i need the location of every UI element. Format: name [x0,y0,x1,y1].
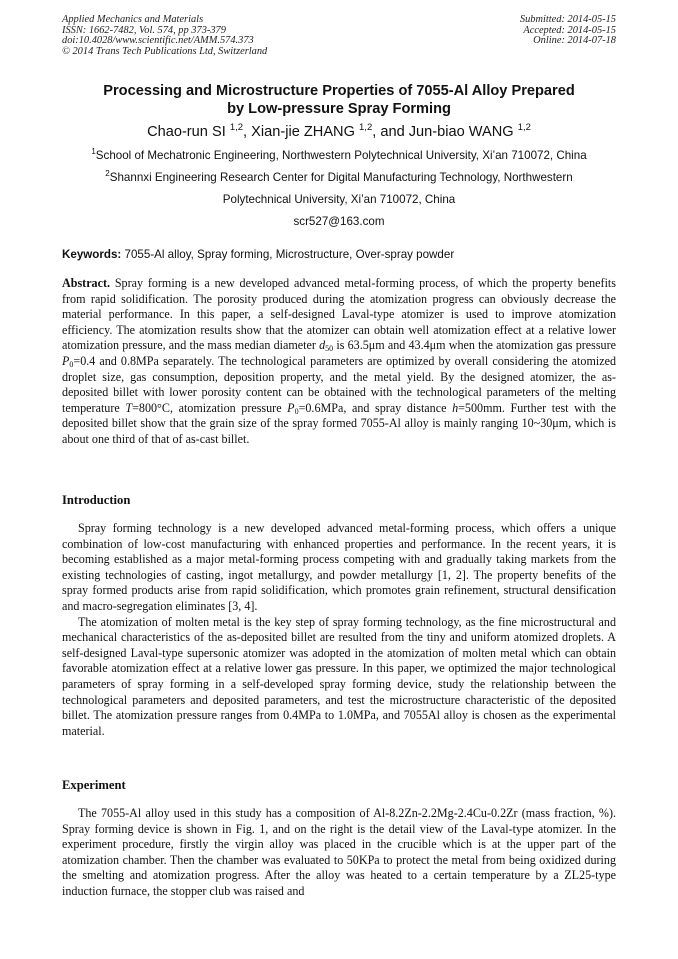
abstract-var-d: d [319,338,326,353]
keywords-label: Keywords: [62,248,122,261]
title-line-2: by Low-pressure Spray Forming [227,101,451,117]
author-3: , and Jun-biao WANG [372,124,514,140]
introduction-heading: Introduction [62,493,131,507]
abstract-sub-0: 0 [294,406,299,416]
abstract-text: is 63.5μm and 43.4μm when the atomization gas pressure [333,338,616,353]
author-2: , Xian-jie ZHANG [243,124,355,140]
abstract-text: =0.6MPa, and spray distance [298,400,453,415]
abstract-var-t: T [125,400,133,415]
title-line-1: Processing and Microstructure Properties of 7055-Al Alloy Prepared [103,83,575,99]
experiment-body [62,806,616,900]
publication-info [62,15,267,57]
abstract-sub-0: 0 [69,359,74,369]
affiliation-2-marker: 2 [105,169,110,178]
abstract [62,276,616,448]
abstract-text: =800°C, atomization pressure [132,400,288,415]
author-list [62,123,616,141]
abstract-text: =0.4 and 0.8MPa separately. The technological parameters are optimized by overall considering the atomized droplet size, gas consumption, deposition property, and the metal yield. By the designed atomizer, the as-deposited billet with lower porosity content can be obtained with the technological parameters of the melting temperature [62,353,616,415]
author-1-affiliation: 1,2 [229,122,244,133]
experiment-paragraph: The 7055-Al alloy used in this study has a composition of Al-8.2Zn-2.2Mg-2.4Cu-0.2Zr (mass fraction, %). Spray forming device is shown in Fig. 1, and on the right is the detail view of the Laval-type atomizer. In the experiment procedure, firstly the virgin alloy was placed in the crucible which is at the upper part of the atomization chamber. Then the chamber was evaluated to 50KPa to protect the metal from being oxidized during the smelting and atomization progress. After the alloy was heated to a certain temperature by a ZL25-type induction furnace, the stopper club was raised and [62,806,616,898]
affiliation-1-marker: 1 [91,147,96,156]
author-3-affiliation: 1,2 [517,122,531,133]
journal-name: Applied Mechanics and Materials [62,14,204,25]
introduction-paragraph: The atomization of molten metal is the key step of spray forming technology, as the fine microstructural and mechanical characteristics of the as-deposited billet are resulted from the tiny and uniform atomized droplets. A self-designed Laval-type supersonic atomizer was adopted in the atomization of molten metal which can obtain favorable atomization effect at a relative lower gas pressure. In this paper, we optimized the major technological parameters of spray forming in a self-developed spray forming device, study the relationship between the technological parameters and deposited parameters, and test the microstructure characteristic of the deposited billet. The atomization pressure ranges from 0.4MPa to 1.0MPa, and 7055Al alloy is chosen as the experimental material. [62,614,616,738]
introduction-body [62,521,616,739]
affiliation-2-line-1: Shannxi Engineering Research Center for Digital Manufacturing Technology, Northwestern [109,171,573,184]
author-2-affiliation: 1,2 [359,122,373,133]
abstract-text: =500mm. Further test with the deposited billet show that the grain size of the spray formed 7055-Al alloy is mainly ranging 10~30μm, which is about one third of that of as-cast billet. [62,400,616,446]
accepted-date: Accepted: 2014-05-15 [523,24,616,36]
abstract-var-p: P [62,353,70,368]
doi-line: doi:10.4028/www.scientific.net/AMM.574.373 [62,35,254,47]
abstract-sub-50: 50 [325,344,334,354]
affiliation-1-text: School of Mechatronic Engineering, Northwestern Polytechnical University, Xi’an 710072, China [95,149,587,162]
copyright-line: © 2014 Trans Tech Publications Ltd, Switzerland [62,45,268,57]
publication-dates [520,15,616,47]
abstract-text: Spray forming is a new developed advanced metal-forming process, of which the property benefits from rapid solidification. The porosity produced during the atomization progress can obviously decrease the material performance. In this paper, a self-designed Laval-type atomizer is used to improve atomization efficiency. The atomization results show that the atomizer can obtain well atomization effect at a relative lower atomization pressure, and the mass median diameter [62,276,616,353]
online-date: Online: 2014-07-18 [533,35,616,47]
keywords [62,247,616,263]
author-email[interactable]: scr527@163.com [293,215,385,228]
affiliation-2-line-2: Polytechnical University, Xi’an 710072, China [222,193,456,206]
affiliation-2 [62,167,616,211]
abstract-var-p: P [287,400,295,415]
experiment-heading: Experiment [62,778,126,792]
abstract-var-h: h [452,400,459,415]
submitted-date: Submitted: 2014-05-15 [519,14,616,25]
affiliation-1 [62,145,616,167]
issn-line: ISSN: 1662-7482, Vol. 574, pp 373-379 [62,24,226,36]
keywords-text: 7055-Al alloy, Spray forming, Microstructure, Over-spray powder [121,248,455,261]
introduction-paragraph: Spray forming technology is a new developed advanced metal-forming process, which offers a unique combination of low-cost manufacturing with enhanced properties and performance. In the recent years, it is becoming established as a major metal-forming process competing with and gradually taking markets from the existing technologies of casting, ingot metallurgy, and powder metallurgy [1, 2]. The property benefits of the spray formed products arise from rapid solidification, which promotes grain refinement, structural densification and macro-segregation eliminates [3, 4]. [62,521,616,613]
author-1: Chao-run SI [147,124,226,140]
paper-title [62,82,616,118]
abstract-label: Abstract. [62,276,111,290]
